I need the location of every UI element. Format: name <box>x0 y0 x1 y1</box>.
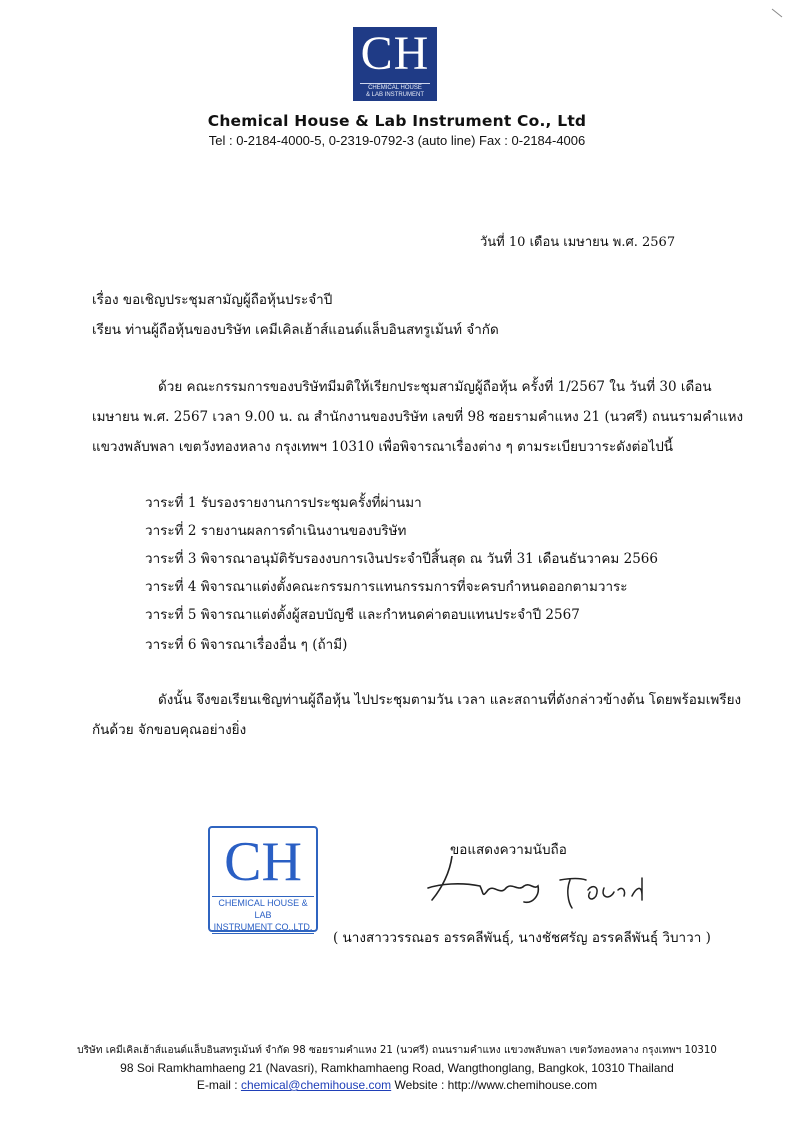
corner-mark-icon <box>770 6 784 20</box>
body-line: ด้วย คณะกรรมการของบริษัทมีมติให้เรียกประชุมสามัญผู้ถือหุ้น ครั้งที่ 1/2567 ใน วันที่ 30 เดือน <box>158 379 712 395</box>
email-link[interactable]: chemical@chemihouse.com <box>240 1078 392 1092</box>
logo-mark: CH <box>360 27 430 80</box>
sign-off: ขอแสดงความนับถือ <box>450 842 567 858</box>
logo-line-1: CHEMICAL HOUSE <box>368 85 422 91</box>
company-stamp <box>208 826 318 932</box>
footer-english-address: 98 Soi Ramkhamhaeng 21 (Navasri), Ramkhamhaeng Road, Wangthonglang, Bangkok, 10310 Thailand <box>120 1061 674 1075</box>
agenda-item: วาระที่ 1 รับรองรายงานการประชุมครั้งที่ผ่านมา <box>145 495 422 511</box>
agenda-item: วาระที่ 2 รายงานผลการดำเนินงานของบริษัท <box>145 523 407 539</box>
body-line: แขวงพลับพลา เขตวังทองหลาง กรุงเทพฯ 10310 เพื่อพิจารณาเรื่องต่าง ๆ ตามระเบียบวาระดังต่อไปนี้ <box>92 439 674 455</box>
stamp-mark: CH <box>224 831 302 893</box>
letter-recipient: เรียน ท่านผู้ถือหุ้นของบริษัท เคมีเคิลเฮ้าส์แอนด์แล็บอินสทรูเม้นท์ จำกัด <box>92 322 499 338</box>
stamp-name <box>212 896 314 934</box>
company-name: Chemical House & Lab Instrument Co., Ltd <box>207 112 587 130</box>
agenda-item: วาระที่ 3 พิจารณาอนุมัติรับรองงบการเงินประจำปีสิ้นสุด ณ วันที่ 31 เดือนธันวาคม 2566 <box>145 551 658 567</box>
closing-line: ดังนั้น จึงขอเรียนเชิญท่านผู้ถือหุ้น ไปประชุมตามวัน เวลา และสถานที่ดังกล่าวข้างต้น โดยพร้อมเพรียง <box>158 692 742 708</box>
website-text: Website : http://www.chemihouse.com <box>394 1078 598 1092</box>
signatory-names: ( นางสาววรรณอร อรรคลีพันธุ์, นางชัชศรัญ อรรคลีพันธุ์ วิบาวา ) <box>333 930 711 946</box>
agenda-item: วาระที่ 4 พิจารณาแต่งตั้งคณะกรรมการแทนกรรมการที่จะครบกำหนดออกตามวาระ <box>145 579 628 595</box>
footer-thai-address: บริษัท เคมีเคิลเฮ้าส์แอนด์แล็บอินสทรูเม้นท์ จำกัด 98 ซอยรามคำแหง 21 (นวศรี) ถนนรามคำแหง แขวงพลับพลา เขตวังทองหลาง กรุงเทพฯ 10310 <box>77 1045 717 1056</box>
stamp-line-1: CHEMICAL HOUSE & LAB <box>218 898 308 920</box>
logo-line-2: & LAB INSTRUMENT <box>365 92 424 98</box>
letter-date: วันที่ 10 เดือน เมษายน พ.ศ. 2567 <box>480 235 676 250</box>
letter-subject: เรื่อง ขอเชิญประชุมสามัญผู้ถือหุ้นประจำปี <box>92 292 333 308</box>
email-label: E-mail : <box>196 1078 238 1092</box>
agenda-item: วาระที่ 5 พิจารณาแต่งตั้งผู้สอบบัญชี และกำหนดค่าตอบแทนประจำปี 2567 <box>145 607 580 623</box>
stamp-line-2: INSTRUMENT CO.,LTD. <box>213 922 313 932</box>
logo-subtext <box>355 85 435 99</box>
company-logo <box>353 27 437 101</box>
company-contact: Tel : 0-2184-4000-5, 0-2319-0792-3 (auto line) Fax : 0-2184-4006 <box>208 133 586 148</box>
footer-contact <box>0 1078 794 1092</box>
closing-line: กันด้วย จักขอบคุณอย่างยิ่ง <box>92 722 247 738</box>
logo-divider <box>360 83 430 84</box>
agenda-item: วาระที่ 6 พิจารณาเรื่องอื่น ๆ (ถ้ามี) <box>145 637 348 653</box>
signature-image <box>420 856 660 920</box>
body-line: เมษายน พ.ศ. 2567 เวลา 9.00 น. ณ สำนักงานของบริษัท เลขที่ 98 ซอยรามคำแหง 21 (นวศรี) ถนนรามคำแหง <box>92 409 744 425</box>
